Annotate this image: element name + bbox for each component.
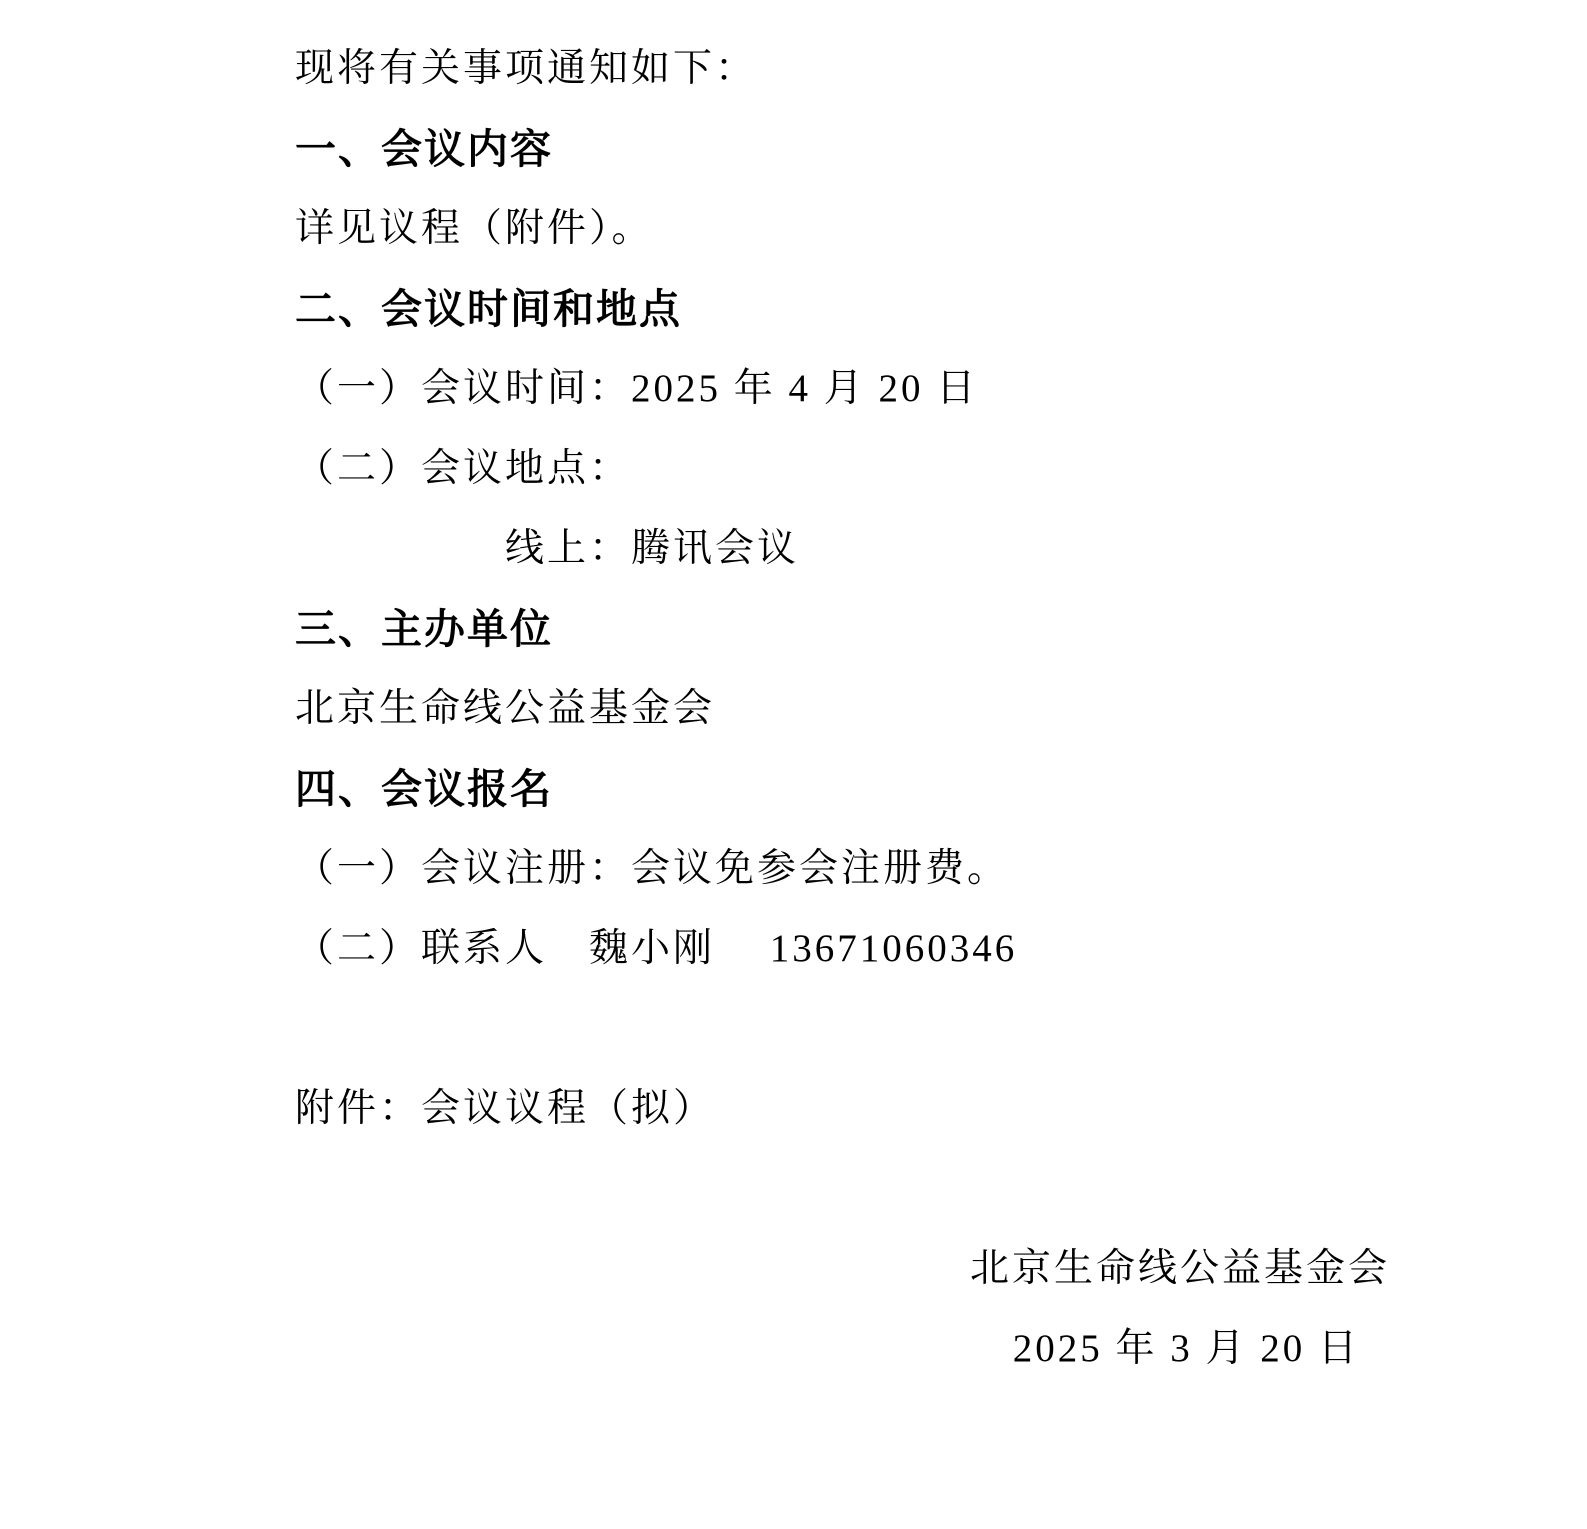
section-1-heading: 一、会议内容 [295,126,553,172]
section-4-item-registration: （一）会议注册：会议免参会注册费。 [295,847,1010,890]
signature-date: 2025 年 3 月 20 日 [1012,1327,1360,1370]
section-2-item-meeting-place: （二）会议地点： [295,447,632,490]
section-4-heading: 四、会议报名 [295,766,553,812]
section-2-item-meeting-time: （一）会议时间：2025 年 4 月 20 日 [295,367,979,410]
section-2-online-platform: 线上：腾讯会议 [505,527,800,570]
signature-organization: 北京生命线公益基金会 [969,1247,1390,1290]
section-3-heading: 三、主办单位 [295,606,553,652]
section-3-body-organizer: 北京生命线公益基金会 [295,687,716,730]
section-2-heading: 二、会议时间和地点 [295,286,682,332]
intro-line: 现将有关事项通知如下： [295,47,758,90]
section-4-item-contact: （二）联系人 魏小刚 13671060346 [295,927,1018,970]
section-1-body: 详见议程（附件）。 [295,207,654,250]
attachment-line: 附件：会议议程（拟） [295,1087,716,1130]
